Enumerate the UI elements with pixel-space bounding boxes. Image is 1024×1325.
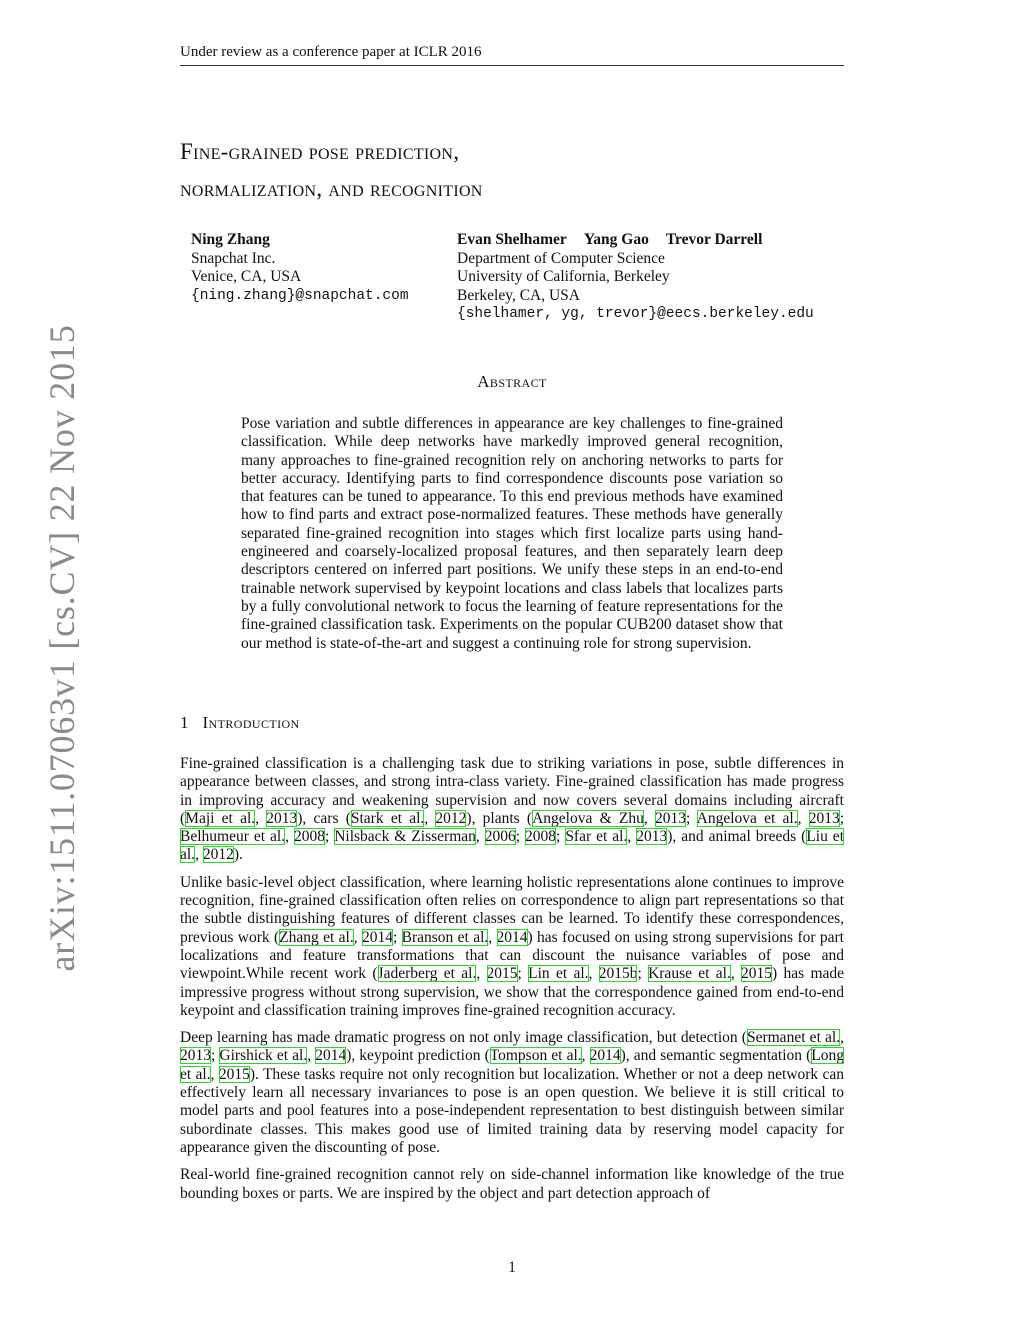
- citation-separator: ,: [475, 828, 485, 846]
- author-department: Department of Computer Science: [457, 249, 665, 267]
- citation-link[interactable]: 2006: [484, 828, 516, 846]
- citation-link[interactable]: 2012: [435, 809, 467, 827]
- section-title: Introduction: [202, 713, 300, 732]
- citation-link[interactable]: 2008: [525, 828, 557, 846]
- citation-link[interactable]: Liu et al.: [180, 828, 844, 864]
- citation-separator: ;: [211, 1047, 220, 1065]
- author-email: {ning.zhang}@snapchat.com: [191, 287, 409, 304]
- citation-separator: ,: [255, 809, 267, 827]
- citation-link[interactable]: 2013: [180, 1047, 211, 1065]
- citation-link[interactable]: Girshick et al.: [219, 1047, 308, 1065]
- author-email: {shelhamer, yg, trevor}@eecs.berkeley.edu: [457, 306, 814, 322]
- citation-separator: ,: [307, 1047, 316, 1065]
- citation-separator: ,: [353, 928, 362, 946]
- intro-text: Unlike basic-level object classification, where learning holistic representations alone continues to improve recognition, fine-grained classification often relies on correspondence to align part representations so that the subtle distinguishing features of different classes can be learned. To identify these correspondences, previous work (: [180, 873, 844, 946]
- citation-separator: ,: [424, 809, 436, 827]
- citation-link[interactable]: Lin et al.: [528, 965, 589, 983]
- citation-link[interactable]: 2014: [361, 928, 393, 946]
- citation-link[interactable]: Tompson et al.: [489, 1047, 582, 1065]
- citation-separator: ,: [488, 928, 497, 946]
- arxiv-stamp: arXiv:1511.07063v1 [cs.CV] 22 Nov 2015: [42, 324, 82, 972]
- author-block-second: [457, 231, 814, 324]
- citation-link[interactable]: 2013: [266, 809, 298, 827]
- intro-text: ), cars (: [297, 809, 351, 827]
- citation-link[interactable]: 2015: [486, 965, 518, 983]
- intro-text: ), and animal breeds (: [667, 828, 807, 846]
- author-location: Venice, CA, USA: [191, 268, 302, 285]
- citation-link[interactable]: Stark et al.: [350, 809, 425, 827]
- author-name: Trevor Darrell: [665, 231, 763, 248]
- page-number: 1: [508, 1259, 516, 1276]
- section-number: 1: [180, 713, 189, 732]
- citation-link[interactable]: 2008: [293, 828, 325, 846]
- citation-separator: ,: [285, 828, 294, 846]
- citation-separator: ;: [517, 965, 529, 983]
- intro-text: ), and semantic segmentation (: [620, 1047, 812, 1065]
- citation-link[interactable]: Jaderberg et al.: [377, 965, 477, 983]
- header-rule: [180, 65, 844, 66]
- intro-text: ) has focused on using strong supervisions for part localizations and feature transformations that can discount the nuisance variables of pose and viewpoint.While recent work (: [180, 928, 844, 983]
- citation-link[interactable]: Angelova & Zhu: [532, 809, 644, 827]
- citation-separator: ,: [588, 965, 599, 983]
- introduction-body: [180, 755, 844, 1212]
- intro-paragraph: [180, 874, 844, 1020]
- citation-separator: ,: [210, 1065, 219, 1083]
- author-name: Ning Zhang: [191, 231, 270, 248]
- author-university: University of California, Berkeley: [457, 268, 670, 285]
- citation-separator: ,: [627, 828, 637, 846]
- intro-text: Deep learning has made dramatic progress on not only image classification, but detection (: [180, 1029, 747, 1047]
- author-name: Yang Gao: [583, 231, 649, 248]
- abstract-text: Pose variation and subtle differences in appearance are key challenges to fine-grained classification. While deep networks have markedly improved general recognition, many approaches to fine-grained recognition rely on anchoring networks to parts for better accuracy. Identifying parts to find correspondence discounts pose variation so that features can be tuned to appearance. To this end previous methods have examined how to find parts and extract pose-normalized features. These methods have generally separated fine-grained recognition into stages which first localize parts using hand-engineered and coarsely-localized proposal features, and then separately learn deep descriptors centered on inferred part positions. We unify these steps in an end-to-end trainable network supervised by keypoint locations and class labels that localizes parts by a fully convolutional network to focus the learning of feature representations for the fine-grained classification task. Experiments on the popular CUB200 dataset show that our method is state-of-the-art and suggest a continuing role for strong supervision.: [241, 415, 783, 652]
- citation-separator: ;: [685, 809, 697, 827]
- citation-separator: ,: [476, 965, 487, 983]
- intro-text: ), plants (: [466, 809, 533, 827]
- citation-separator: ;: [392, 928, 402, 946]
- citation-link[interactable]: Sfar et al.: [565, 828, 628, 846]
- citation-separator: ,: [797, 809, 809, 827]
- citation-link[interactable]: 2015: [218, 1065, 250, 1083]
- citation-link[interactable]: Branson et al.: [401, 928, 489, 946]
- citation-separator: ;: [515, 828, 526, 846]
- running-head: Under review as a conference paper at ICLR 2016: [180, 44, 482, 60]
- citation-link[interactable]: 2012: [202, 846, 234, 864]
- citation-link[interactable]: Krause et al.: [648, 965, 731, 983]
- citation-separator: ;: [324, 828, 335, 846]
- author-names: [457, 231, 814, 250]
- citation-separator: ;: [637, 965, 649, 983]
- author-name: Evan Shelhamer: [457, 231, 567, 248]
- citation-link[interactable]: 2013: [808, 809, 840, 827]
- citation-link[interactable]: 2014: [315, 1047, 347, 1065]
- paper-title: [180, 133, 844, 207]
- citation-separator: ,: [730, 965, 742, 983]
- abstract-heading: Abstract: [477, 372, 547, 391]
- citation-separator: ;: [839, 809, 845, 827]
- intro-text: ). These tasks require not only recognition but localization. Whether or not a deep network can effectively learn all necessary invariances to pose is an open question. We believe it is still critical to model parts and pool features into a pose-independent representation to best distinguish between similar subordinate classes. This makes good use of limited training data by reserving model capacity for appearance given the discounting of pose.: [180, 1065, 845, 1156]
- citation-link[interactable]: 2014: [496, 928, 528, 946]
- citation-separator: ,: [840, 1029, 844, 1047]
- author-location: Berkeley, CA, USA: [457, 286, 580, 304]
- intro-text: ), keypoint prediction (: [346, 1047, 490, 1065]
- intro-paragraph: Real-world fine-grained recognition cannot rely on side-channel information like knowledge of the true bounding boxes or parts. We are inspired by the object and part detection approach of: [180, 1166, 844, 1202]
- citation-link[interactable]: 2013: [654, 809, 686, 827]
- title-line-1: Fine-grained pose prediction,: [180, 139, 460, 164]
- citation-link[interactable]: 2013: [636, 828, 668, 846]
- citation-link[interactable]: Nilsback & Zisserman: [334, 828, 476, 846]
- citation-link[interactable]: 2014: [589, 1047, 621, 1065]
- intro-paragraph: [180, 1029, 844, 1157]
- citation-link[interactable]: Angelova et al.: [696, 809, 798, 827]
- citation-link[interactable]: Sermanet et al.: [746, 1029, 841, 1047]
- title-line-2: normalization, and recognition: [180, 176, 483, 201]
- author-affiliation: Snapchat Inc.: [191, 249, 276, 267]
- citation-separator: ,: [643, 809, 655, 827]
- citation-separator: ;: [556, 828, 566, 846]
- intro-text: Fine-grained classification is a challenging task due to striking variations in pose, subtle differences in appearance between classes, and strong intra-class variety. Fine-grained classification has made progress in improving accuracy and weakening supervision and now covers several domains including aircraft (: [180, 755, 844, 827]
- citation-link[interactable]: Zhang et al.: [279, 928, 354, 946]
- intro-text: ) has made impressive progress without strong supervision, we show that the correspondence gained from end-to-end keypoint and classification training improves fine-grained recognition accuracy.: [180, 965, 845, 1019]
- citation-link[interactable]: Long et al.: [180, 1047, 844, 1083]
- intro-paragraph: [180, 755, 844, 865]
- author-block-first: [191, 231, 409, 305]
- citation-link[interactable]: 2015: [741, 965, 773, 983]
- citation-link[interactable]: Maji et al.: [185, 809, 256, 827]
- citation-link[interactable]: Belhumeur et al.: [180, 828, 286, 846]
- intro-text: ).: [233, 846, 243, 864]
- citation-separator: ,: [581, 1047, 590, 1065]
- citation-separator: ,: [195, 846, 203, 864]
- citation-link[interactable]: 2015b: [598, 965, 638, 983]
- section-heading: [180, 713, 300, 733]
